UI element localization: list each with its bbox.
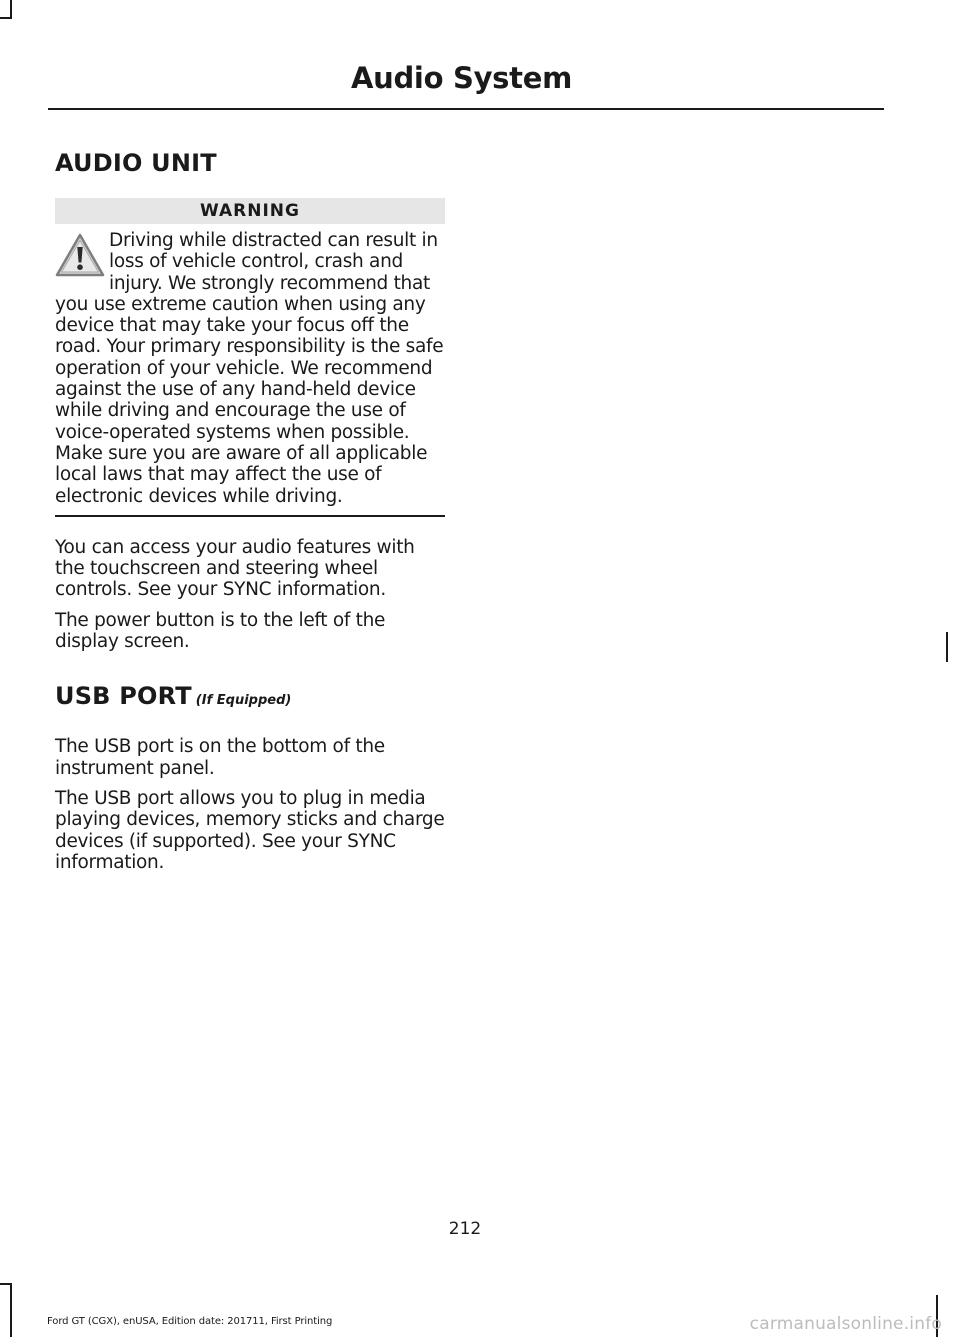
edition-footer: Ford GT (CGX), enUSA, Edition date: 201711, First Printing	[47, 1316, 333, 1327]
site-watermark: carmanualsonline.info	[749, 1314, 942, 1334]
usb-paragraph-1: The USB port is on the bottom of the instrument panel.	[55, 736, 385, 779]
warning-triangle-icon	[55, 233, 105, 277]
crop-mark-right	[946, 632, 948, 662]
audio-paragraph-2: The power button is to the left of the display screen.	[55, 609, 386, 653]
crop-mark-bottom-left	[0, 1283, 12, 1285]
audio-unit-heading: AUDIO UNIT	[55, 149, 217, 177]
audio-paragraph-1: You can access your audio features with the touchscreen and steering wheel controls. See your SYNC information.	[55, 536, 415, 601]
main-column	[55, 145, 445, 882]
crop-mark-top-left	[0, 17, 12, 19]
section-title: Audio System	[350, 61, 572, 95]
page-number: 212	[448, 1219, 482, 1239]
usb-port-section	[55, 678, 445, 873]
audio-unit-section	[55, 145, 445, 652]
usb-port-heading-text: USB PORT	[55, 682, 192, 711]
page-header	[48, 58, 884, 110]
warning-label: WARNING	[55, 198, 445, 224]
usb-paragraph-2: The USB port allows you to plug in media playing devices, memory sticks and charge devices (if supported). See your SYNC information.	[55, 787, 445, 873]
usb-port-heading	[55, 678, 445, 719]
warning-body	[55, 230, 445, 507]
warning-text: Driving while distracted can result in loss of vehicle control, crash and injury. We strongly recommend that you use extreme caution when using any device that may take your focus off the road. Your primary responsibility is the safe operation of your vehicle. We recommend against the use of any hand-held device while driving and encourage the use of voice-operated systems when possible. Make sure you are aware of all applicable local laws that may affect the use of electronic devices while driving.	[55, 230, 444, 507]
if-equipped-note: (If Equipped)	[195, 693, 292, 709]
warning-box	[55, 198, 445, 517]
crop-mark-bottom-left	[10, 1283, 12, 1337]
